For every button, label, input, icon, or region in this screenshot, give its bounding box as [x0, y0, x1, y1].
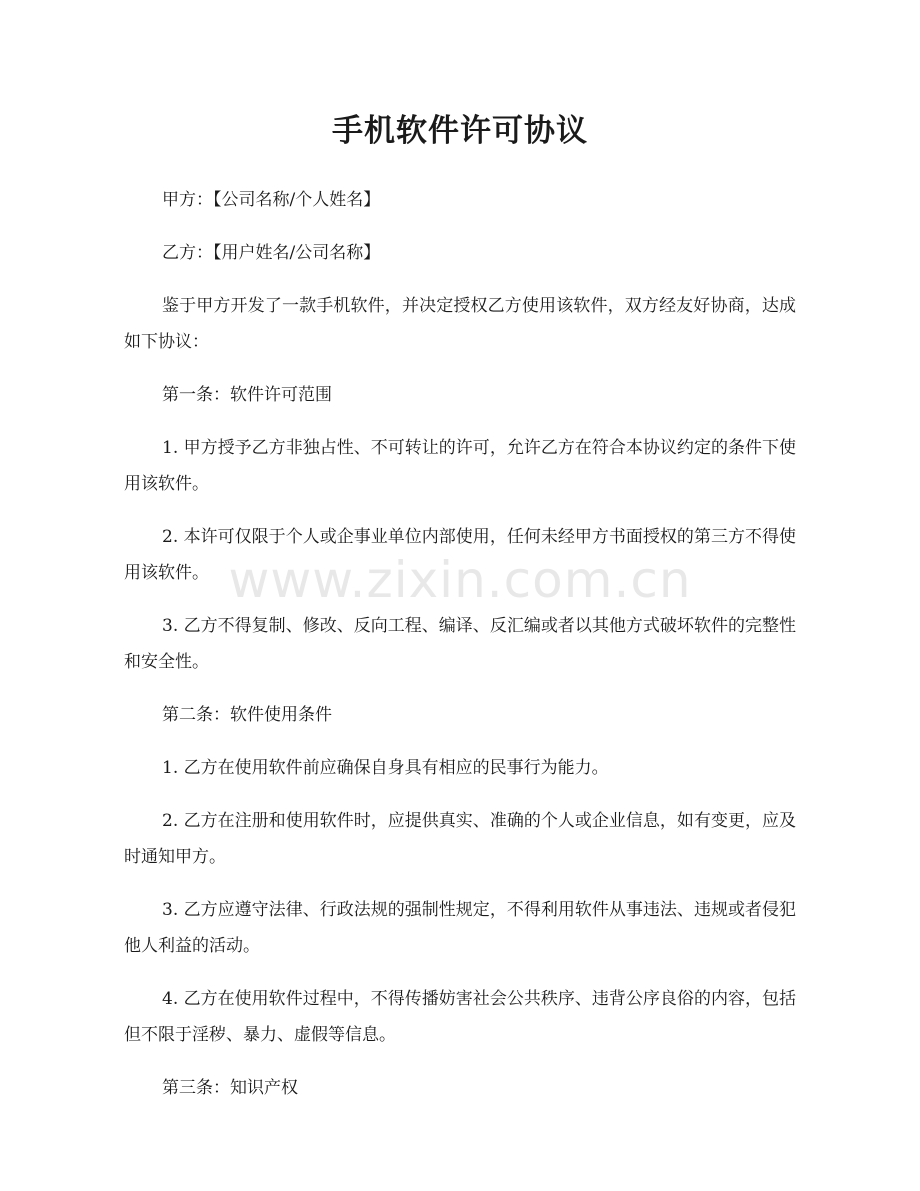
party-a-line: 甲方：【公司名称/个人姓名】 — [162, 190, 381, 210]
article-3-heading: 第三条：知识产权 — [162, 1078, 298, 1098]
article-2-clause-3: 3. 乙方应遵守法律、行政法规的强制性规定，不得利用软件从事违法、违规或者侵犯他人利益的活动。 — [124, 900, 796, 956]
preamble-paragraph: 鉴于甲方开发了一款手机软件，并决定授权乙方使用该软件，双方经友好协商，达成如下协议： — [124, 296, 796, 352]
watermark-text: www.zixin.com.cn — [228, 551, 692, 609]
article-1-clause-1: 1. 甲方授予乙方非独占性、不可转让的许可，允许乙方在符合本协议约定的条件下使用该软件。 — [124, 438, 796, 494]
party-b-line: 乙方：【用户姓名/公司名称】 — [162, 243, 381, 263]
article-2-heading: 第二条：软件使用条件 — [162, 705, 332, 725]
article-2-clause-4: 4. 乙方在使用软件过程中，不得传播妨害社会公共秩序、违背公序良俗的内容，包括但不限于淫秽、暴力、虚假等信息。 — [124, 989, 796, 1045]
article-2-clause-2: 2. 乙方在注册和使用软件时，应提供真实、准确的个人或企业信息，如有变更，应及时通知甲方。 — [124, 811, 796, 867]
article-1-heading: 第一条：软件许可范围 — [162, 385, 332, 405]
article-1-clause-3: 3. 乙方不得复制、修改、反向工程、编译、反汇编或者以其他方式破坏软件的完整性和安全性。 — [124, 616, 796, 672]
article-2-clause-1: 1. 乙方在使用软件前应确保自身具有相应的民事行为能力。 — [162, 758, 609, 778]
article-1-clause-2: 2. 本许可仅限于个人或企事业单位内部使用，任何未经甲方书面授权的第三方不得使用该软件。 — [124, 527, 796, 583]
document-title: 手机软件许可协议 — [332, 113, 588, 149]
document-body — [124, 182, 796, 1123]
